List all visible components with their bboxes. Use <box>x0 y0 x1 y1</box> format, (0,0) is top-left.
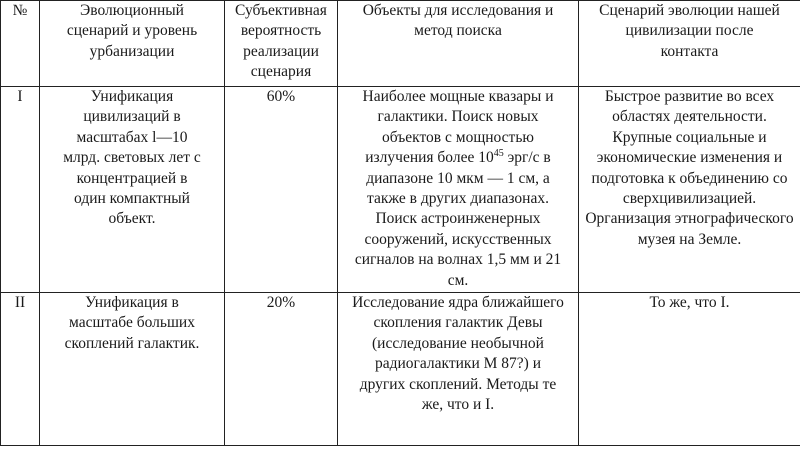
probability-cell: 60% <box>225 87 338 293</box>
row-number: II <box>1 293 40 446</box>
evolution-cell: Быстрое развитие во всех областях деятельности. Крупные социальные и экономические изменения и подготовка к объединению со сверхцивилизацией. Организация этнографического музея на Земле. <box>579 87 800 293</box>
header-evolution: Сценарий эволюции нашей цивилизации после контакта <box>579 1 800 87</box>
evolution-cell: То же, что I. <box>579 293 800 446</box>
header-scenario: Эволюционный сценарий и уровень урбанизации <box>40 1 225 87</box>
header-objects: Объекты для исследования и метод поиска <box>338 1 579 87</box>
row-number: I <box>1 87 40 293</box>
header-number: № <box>1 1 40 87</box>
objects-cell: Исследование ядра ближайшего скопления галактик Девы (исследование необычной радиогалактики М 87?) и других скоплений. Методы те же, что и I. <box>338 293 579 446</box>
table-header-row <box>1 1 800 87</box>
objects-text-after: эрг/с в диапазоне 10 мкм — 1 см, а также в других диапазонах. Поиск астроинженерных сооружений, искусственных сигналов на волнах 1,5 мм и 21 см. <box>354 149 562 289</box>
table-row <box>1 293 800 446</box>
header-probability: Субъективная вероятность реализации сценария <box>225 1 338 87</box>
scenario-cell: Унификация цивилизаций в масштабах l—10 млрд. световых лет с концентрацией в один компактный объект. <box>40 87 225 293</box>
table-row <box>1 87 800 293</box>
probability-cell: 20% <box>225 293 338 446</box>
scenario-cell: Унификация в масштабе больших скоплений галактик. <box>40 293 225 446</box>
objects-exponent: 45 <box>493 148 504 160</box>
objects-text-before: Наиболее мощные квазары и галактики. Поиск новых объектов с мощностью излучения более 10 <box>362 88 554 167</box>
objects-cell <box>338 87 579 293</box>
